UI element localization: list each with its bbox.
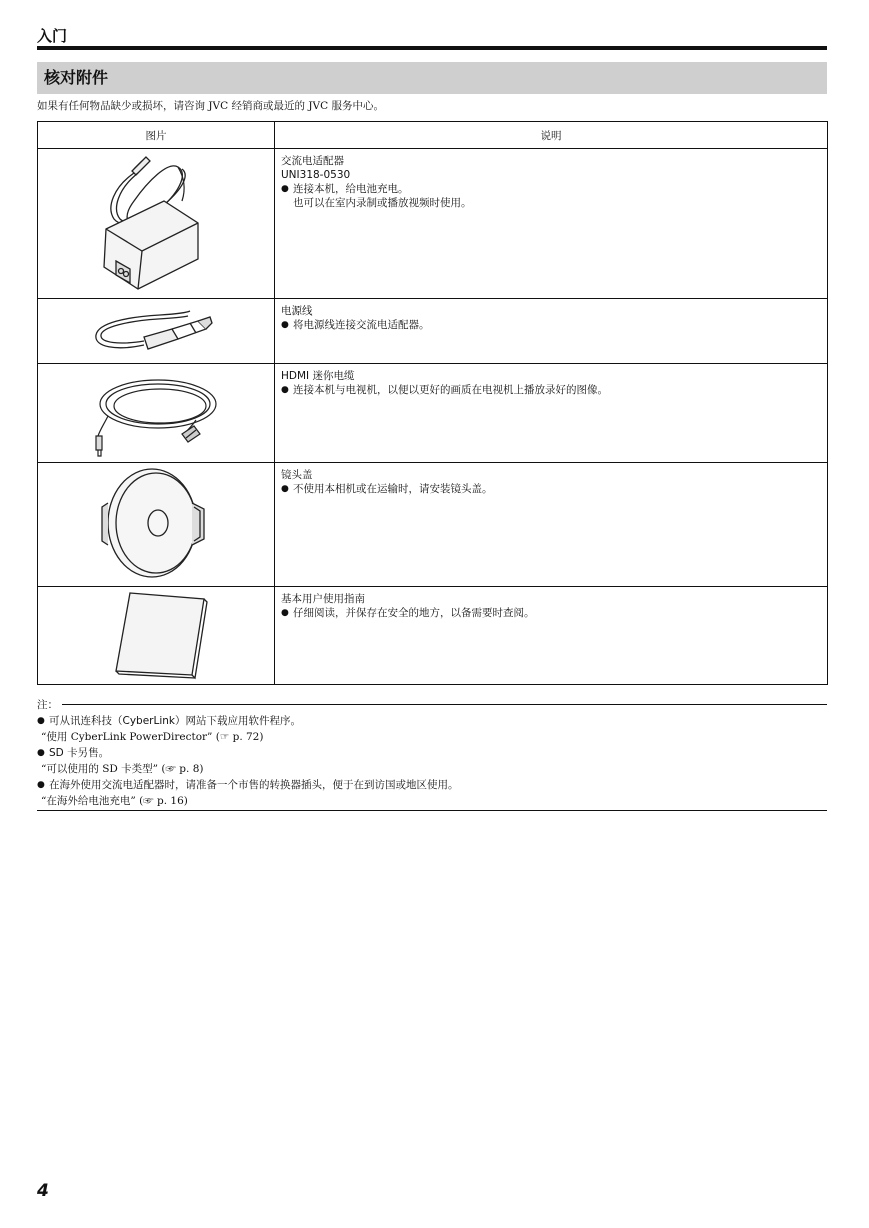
description-cell bbox=[275, 587, 828, 685]
hdmi-cable-icon bbox=[86, 364, 226, 460]
description-cell bbox=[275, 149, 828, 299]
lens-cap-icon bbox=[86, 463, 226, 583]
notes-divider bbox=[37, 704, 827, 705]
item-description: ● 连接本机与电视机，以便以更好的画质在电视机上播放录好的图像。 bbox=[281, 383, 821, 397]
note-reference-link[interactable]: “可以使用的 SD 卡类型” (☞ p. 8) bbox=[41, 763, 204, 775]
table-row bbox=[38, 463, 828, 587]
image-cell bbox=[38, 299, 275, 364]
item-name: 交流电适配器 bbox=[281, 155, 344, 167]
description-cell bbox=[275, 299, 828, 364]
notes-header bbox=[37, 697, 827, 713]
ac-adapter-icon bbox=[86, 149, 226, 295]
note-item: ● 可从讯连科技（CyberLink）网站下载应用软件程序。 bbox=[37, 713, 827, 729]
item-description: ● 仔细阅读，并保存在安全的地方，以备需要时查阅。 bbox=[281, 606, 821, 620]
table-row bbox=[38, 364, 828, 463]
page-number: 4 bbox=[37, 1181, 49, 1201]
notes-label: 注： bbox=[37, 699, 62, 711]
note-reference-link[interactable]: “在海外给电池充电” (☞ p. 16) bbox=[41, 795, 188, 807]
section-divider bbox=[37, 46, 827, 50]
item-name: HDMI 迷你电缆 bbox=[281, 370, 355, 382]
item-description: ● 将电源线连接交流电适配器。 bbox=[281, 318, 821, 332]
image-cell bbox=[38, 149, 275, 299]
section-header: 入门 bbox=[37, 27, 68, 45]
power-cord-icon bbox=[86, 299, 226, 361]
image-cell bbox=[38, 463, 275, 587]
column-header-image: 图片 bbox=[38, 122, 275, 149]
item-name: 基本用户使用指南 bbox=[281, 593, 365, 605]
notes-end-divider bbox=[37, 810, 827, 811]
notes-section bbox=[37, 697, 827, 811]
column-header-description: 说明 bbox=[275, 122, 828, 149]
title-bar bbox=[37, 62, 827, 94]
image-cell bbox=[38, 364, 275, 463]
description-cell bbox=[275, 364, 828, 463]
note-item: ● 在海外使用交流电适配器时，请准备一个市售的转换器插头，便于在到访国或地区使用。 bbox=[37, 777, 827, 793]
description-cell bbox=[275, 463, 828, 587]
item-name: 镜头盖 bbox=[281, 469, 313, 481]
table-header-row bbox=[38, 122, 828, 149]
item-description: ● 连接本机，给电池充电。 bbox=[281, 182, 821, 196]
image-cell bbox=[38, 587, 275, 685]
item-description: ● 不使用本相机或在运输时，请安装镜头盖。 bbox=[281, 482, 821, 496]
table-row bbox=[38, 587, 828, 685]
table-row bbox=[38, 149, 828, 299]
note-reference-link[interactable]: “使用 CyberLink PowerDirector” (☞ p. 72) bbox=[41, 731, 264, 743]
page-title: 核对附件 bbox=[44, 68, 109, 87]
accessories-table bbox=[37, 121, 828, 685]
note-item: ● SD 卡另售。 bbox=[37, 745, 827, 761]
table-row bbox=[38, 299, 828, 364]
user-guide-icon bbox=[86, 587, 226, 681]
item-description-sub: 也可以在室内录制或播放视频时使用。 bbox=[293, 197, 472, 209]
item-name: 电源线 bbox=[281, 305, 313, 317]
item-model: UNI318-0530 bbox=[281, 169, 351, 181]
intro-text: 如果有任何物品缺少或损坏，请咨询 JVC 经销商或最近的 JVC 服务中心。 bbox=[37, 100, 385, 112]
